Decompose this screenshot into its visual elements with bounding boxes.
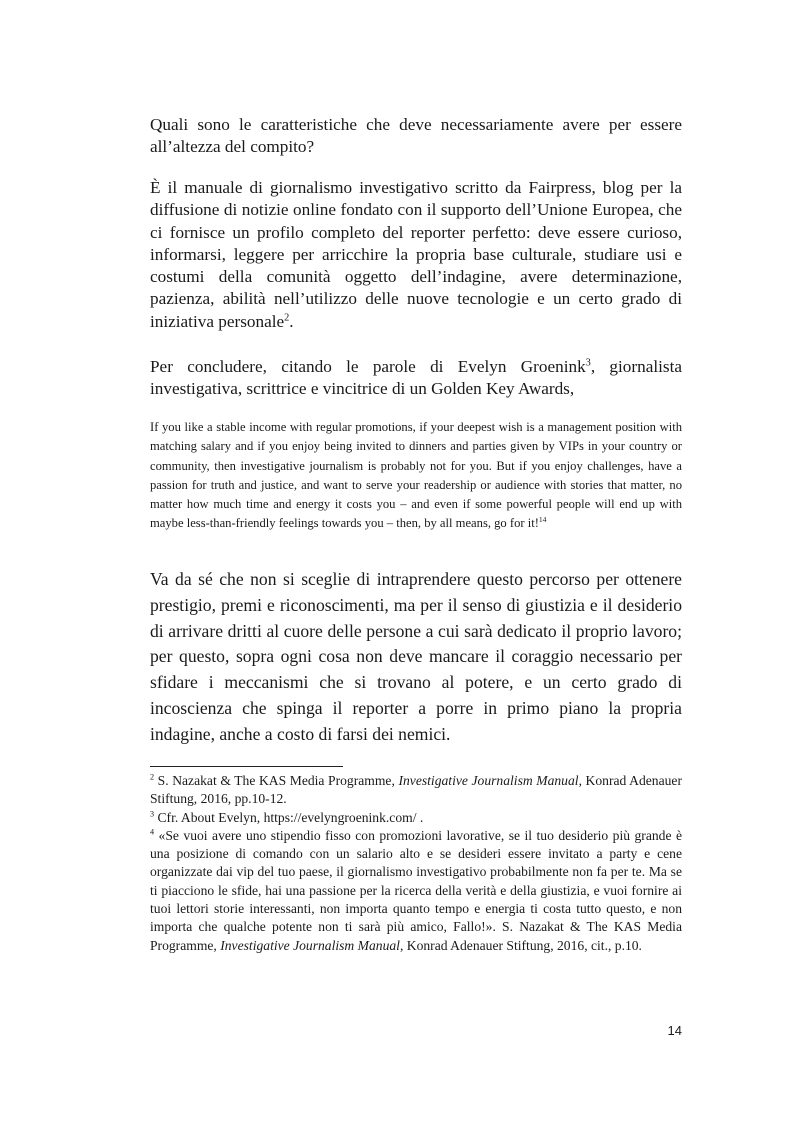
footnote-mark: 3 [150,809,155,819]
footnote-separator [150,766,343,767]
footnote-text: «Se vuoi avere uno stipendio fisso con promozioni lavorative, se il tuo desiderio più grande è una posizione di comando con un salario alto e se desideri essere invitato a party e cene organizzate dai vip del tuo paese, il giornalismo investigativo probabilmente non fa per te. Ma se ti piacciono le sfide, hai una passione per la ricerca della verità e della giustizia, e vuoi fornire ai tuoi lettori storie interessanti, non importa quanto tempo e energia ti costa tutto questo, e non importa che qualche potente non ti sarà più amico, Fallo!». S. Nazakat & The KAS Media Programme, [150,827,682,953]
paragraph-text: Va da sé che non si sceglie di intraprendere questo percorso per ottenere prestigio, premi e riconoscimenti, ma per il senso di giustizia e il desiderio di arrivare dritti al cuore delle persone a cui sarà dedicato il proprio lavoro; per questo, sopra ogni cosa non deve mancare il coraggio necessario per sfidare i meccanismi che si trovano al potere, e un certo grado di incoscienza che spinga il reporter a porre in primo piano la propria indagine, anche a costo di farsi dei nemici. [150,569,682,744]
footnote-text: , Konrad Adenauer Stiftung, 2016, pp.10-12. [150,773,682,807]
footnote-mark: 4 [150,827,155,837]
page-number: 14 [667,1023,682,1038]
footnote-text: , Konrad Adenauer Stiftung, 2016, cit., p.10. [399,937,642,953]
footnote-ref-4[interactable]: 14 [538,515,547,525]
footnote-text: S. Nazakat & The KAS Media Programme, [154,773,399,788]
footnote-ref-2[interactable]: 2 [284,312,290,324]
paragraph-text: , giornalista investigativa, scrittrice e vincitrice di un Golden Key Awards, [150,357,682,399]
paragraph-conclusion [150,567,682,748]
block-quote [150,418,682,534]
paragraph-text: Quali sono le caratteristiche che deve necessariamente avere per essere all’altezza del compito? [150,115,682,157]
quote-text: If you like a stable income with regular promotions, if your deepest wish is a management position with matching salary and if you enjoy being invited to dinners and parties given by VIPs in your country or community, then investigative journalism is probably not for you. But if you enjoy challenges, have a passion for truth and justice, and want to serve your readership or audience with stories that matter, no matter how much time and energy it costs you – and even if some powerful people will end up with maybe less-than-friendly feelings towards you – then, by all means, go for it! [150,420,682,531]
footnote-title: Investigative Journalism Manual [220,937,400,953]
paragraph-groenink [150,356,682,401]
footnote-ref-3[interactable]: 3 [585,357,591,369]
footnotes [150,772,682,955]
footnote-3 [150,809,682,827]
footnote-mark: 2 [150,772,155,782]
footnote-4 [150,827,682,955]
paragraph-fairpress: È il manuale di giornalismo investigativo scritto da Fairpress, blog per la diffusione di notizie online fondato con il supporto dell’Unione Europea, che ci fornisce un profilo completo del reporter perfetto: deve essere curioso, informarsi, leggere per arricchire la propria base culturale, studiare usi e costumi della comunità oggetto dell’indagine, avere determinazione, pazienza, abilità nell’utilizzo delle nuove tecnologie e un certo grado di iniziativa personale$^2$. [150,178,682,331]
footnote-title: Investigative Journalism Manual [398,773,579,788]
paragraph-text: Per concludere, citando le parole di Evelyn Groenink [150,357,586,376]
footnote-2 [150,772,682,809]
paragraph-question [150,114,682,159]
paragraph-text: È il manuale di giornalismo investigativo scritto da Fairpress, blog per la diffusione di notizie online fondato con il supporto dell’Unione Europea, che ci fornisce un profilo completo del reporter perfetto: deve essere curioso, informarsi, leggere per arricchire la propria base culturale, studiare usi e costumi della comunità oggetto dell’indagine, avere determinazione, pazienza, abilità nell’utilizzo delle nuove tecnologie e un certo grado di iniziativa personale [150,178,682,331]
footnote-text[interactable]: Cfr. About Evelyn, https://evelyngroenink.com/ . [154,809,424,825]
